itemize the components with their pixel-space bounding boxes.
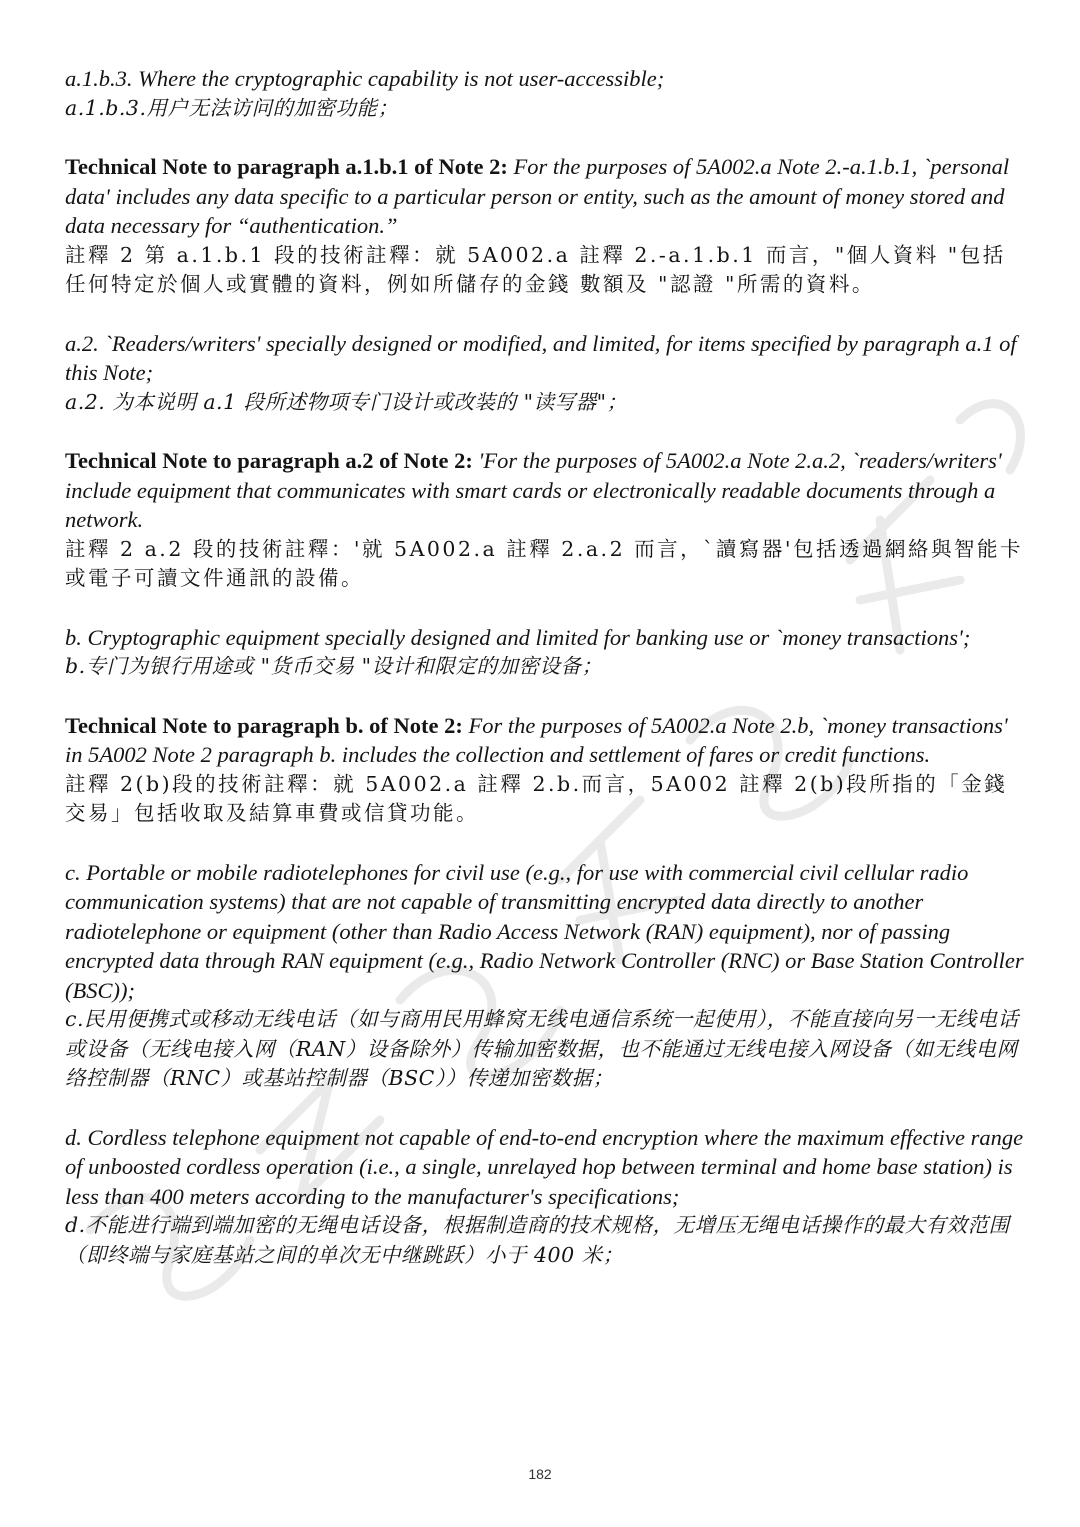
english-text	[65, 152, 1025, 241]
item-b	[65, 623, 1025, 682]
english-text	[65, 711, 1025, 770]
item-c	[65, 858, 1025, 1094]
item-d	[65, 1123, 1025, 1271]
technical-note-a1b1	[65, 152, 1025, 300]
chinese-text: 註釋 2(b)段的技術註釋：就 5A002.a 註釋 2.b.而言，5A002 註釋 2(b)段所指的「金錢交易」包括收取及結算車費或信貸功能。	[65, 771, 1008, 825]
english-text: c. Portable or mobile radiotelephones for civil use (e.g., for use with commercial civil cellular radio communication systems) that are not capable of transmitting encrypted data directly to another radiotelephone or equipment (other than Radio Access Network (RAN) equipment), nor of passing encrypted data through RAN equipment (e.g., Radio Network Controller (RNC) or Base Station Controller (BSC));	[65, 859, 1024, 1003]
chinese-text: b.专门为银行用途或 "货币交易 "设计和限定的加密设备；	[65, 654, 603, 678]
technical-note-heading: Technical Note to paragraph b. of Note 2:	[65, 712, 463, 738]
document-page	[65, 64, 1025, 1299]
english-text	[65, 446, 1025, 535]
chinese-text: 註釋 2 a.2 段的技術註釋：'就 5A002.a 註釋 2.a.2 而言，`讀寫器'包括透過網絡與智能卡或電子可讀文件通訊的設備。	[65, 536, 1024, 590]
technical-note-body: For the purposes of 5A002.a Note 2.-a.1.b.1, `personal data' includes any data specific to a particular person or entity, such as the amount of money stored and data necessary for “authentication.”	[65, 154, 1010, 238]
chinese-text: 註釋 2 第 a.1.b.1 段的技術註釋：就 5A002.a 註釋 2.-a.1.b.1 而言，"個人資料 "包括任何特定於個人或實體的資料，例如所儲存的金錢 數額及 "認證 "所需的資料。	[65, 242, 1006, 296]
english-text: d. Cordless telephone equipment not capable of end-to-end encryption where the maximum effective range of unboosted cordless operation (i.e., a single, unrelayed hop between terminal and home base station) is less than 400 meters according to the manufacturer's specifications;	[65, 1124, 1024, 1209]
technical-note-b	[65, 711, 1025, 829]
english-text: a.1.b.3. Where the cryptographic capability is not user-accessible;	[65, 66, 665, 91]
chinese-text: a.1.b.3.用户无法访问的加密功能；	[65, 95, 399, 120]
english-text: a.2. `Readers/writers' specially designed or modified, and limited, for items specified by paragraph a.1 of this Note;	[65, 330, 1017, 385]
technical-note-a2	[65, 446, 1025, 594]
chinese-text: c.民用便携式或移动无线电话（如与商用民用蜂窝无线电通信系统一起使用），不能直接向另一无线电话或设备（无线电接入网（RAN）设备除外）传输加密数据，也不能通过无线电接入网设备（如无线电网络控制器（RNC）或基站控制器（BSC））传递加密数据；	[65, 1007, 1019, 1090]
technical-note-heading: Technical Note to paragraph a.2 of Note 2:	[65, 448, 473, 473]
technical-note-heading: Technical Note to paragraph a.1.b.1 of Note 2:	[65, 154, 508, 179]
item-a1b3	[65, 64, 1025, 123]
chinese-text: d.不能进行端到端加密的无绳电话设备，根据制造商的技术规格，无增压无绳电话操作的最大有效范围（即终端与家庭基站之间的单次无中继跳跃）小于 400 米；	[65, 1213, 1010, 1267]
item-a2	[65, 329, 1025, 418]
page-number: 182	[528, 1466, 552, 1482]
english-text: b. Cryptographic equipment specially designed and limited for banking use or `money transactions';	[65, 624, 971, 650]
technical-note-body: 'For the purposes of 5A002.a Note 2.a.2, `readers/writers' include equipment that communicates with smart cards or electronically readable documents through a network.	[65, 448, 1002, 532]
technical-note-body: For the purposes of 5A002.a Note 2.b, `money transactions' in 5A002 Note 2 paragraph b. includes the collection and settlement of fares or credit functions.	[65, 712, 1008, 767]
chinese-text: a.2. 为本说明 a.1 段所述物项专门设计或改装的 "读写器"；	[65, 389, 628, 414]
